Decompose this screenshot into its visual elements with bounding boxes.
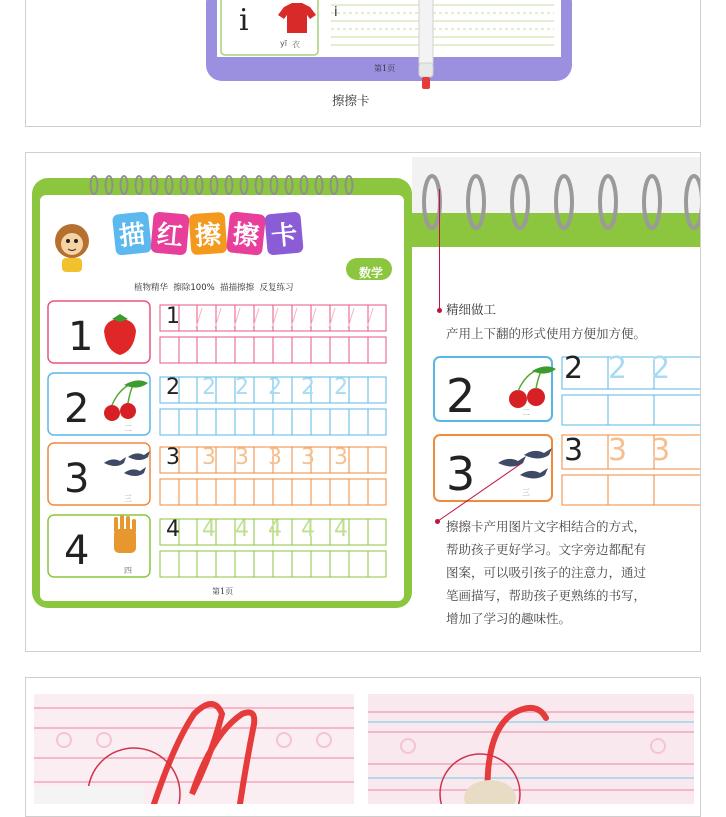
book-subtitle: 植物精华 擦除100% 描描擦擦 反复练习 <box>134 283 294 293</box>
grid-2-digit: 2 <box>166 375 180 400</box>
description-line-2: 帮助孩子更好学习。文字旁边都配有 <box>446 542 647 557</box>
row-3-hanzi: 三 <box>124 494 132 503</box>
callout-dot-2 <box>435 519 440 524</box>
book-page-number: 第1页 <box>212 587 234 596</box>
description-line-3: 图案，可以吸引孩子的注意力，通过 <box>446 565 647 580</box>
row-4-hanzi: 四 <box>124 566 132 575</box>
card-letter: i <box>239 3 249 38</box>
card-hanzi: 衣 <box>292 40 300 49</box>
title-char-5: 卡 <box>264 212 303 256</box>
closeup-grid-2-digit: 2 <box>564 351 584 386</box>
description-line-5: 增加了学习的趣味性。 <box>446 611 572 626</box>
title-char-2: 红 <box>150 212 189 256</box>
title-char-4: 擦 <box>226 211 266 256</box>
closeup-grid-3-traces: 33 <box>608 433 695 468</box>
description <box>446 515 646 630</box>
marker-pen-body <box>419 0 433 67</box>
erase-photo-left <box>34 694 354 804</box>
grid-3-traces: 33333 <box>202 445 367 470</box>
description-line-1: 擦擦卡产用图片文字相结合的方式， <box>446 519 647 534</box>
top-panel <box>25 0 701 127</box>
card-line-letter: i <box>334 5 338 20</box>
grid-4-digit: 4 <box>166 517 180 542</box>
closeup-digit-2: 2 <box>446 369 476 423</box>
closeup-grid-3-digit: 3 <box>564 433 584 468</box>
row-4-digit: 4 <box>64 528 90 574</box>
closeup-hanzi-3: 三 <box>522 488 530 497</box>
row-1-digit: 1 <box>68 314 94 360</box>
grid-3-digit: 3 <box>166 445 180 470</box>
title-char-3: 擦 <box>189 212 228 255</box>
row-2-hanzi: 二 <box>124 424 132 433</box>
top-caption: 擦擦卡 <box>332 93 370 108</box>
grid-1-digit: 1 <box>166 304 180 329</box>
spiral-closeup <box>412 157 701 247</box>
card-paper <box>217 0 561 57</box>
grid-2-traces: 22222 <box>202 375 367 400</box>
middle-panel <box>25 152 701 652</box>
card-page-number: 第1页 <box>374 64 396 73</box>
book-title <box>114 213 302 254</box>
title-char-1: 描 <box>112 211 152 256</box>
card-pinyin: yī <box>280 39 287 48</box>
description-line-4: 笔画描写，帮助孩子更熟练的书写， <box>446 588 647 603</box>
grid-4-traces: 44444 <box>202 517 367 542</box>
closeup-hanzi-2: 二 <box>522 408 530 417</box>
closeup-grid-2-traces: 22 <box>608 351 695 386</box>
feature-title: 精细做工 <box>446 302 497 317</box>
subject-badge: 数学 <box>358 266 383 280</box>
row-2-digit: 2 <box>64 386 90 432</box>
erase-photo-right <box>368 694 694 804</box>
row-3-digit: 3 <box>64 456 90 502</box>
bottom-panel <box>25 677 701 817</box>
callout-dot-1 <box>437 308 442 313</box>
callout-line-1 <box>439 189 440 311</box>
feature-text: 产用上下翻的形式使用方便加方便。 <box>446 326 647 341</box>
closeup-digit-3: 3 <box>446 447 476 501</box>
marker-pen-tip <box>422 77 430 89</box>
